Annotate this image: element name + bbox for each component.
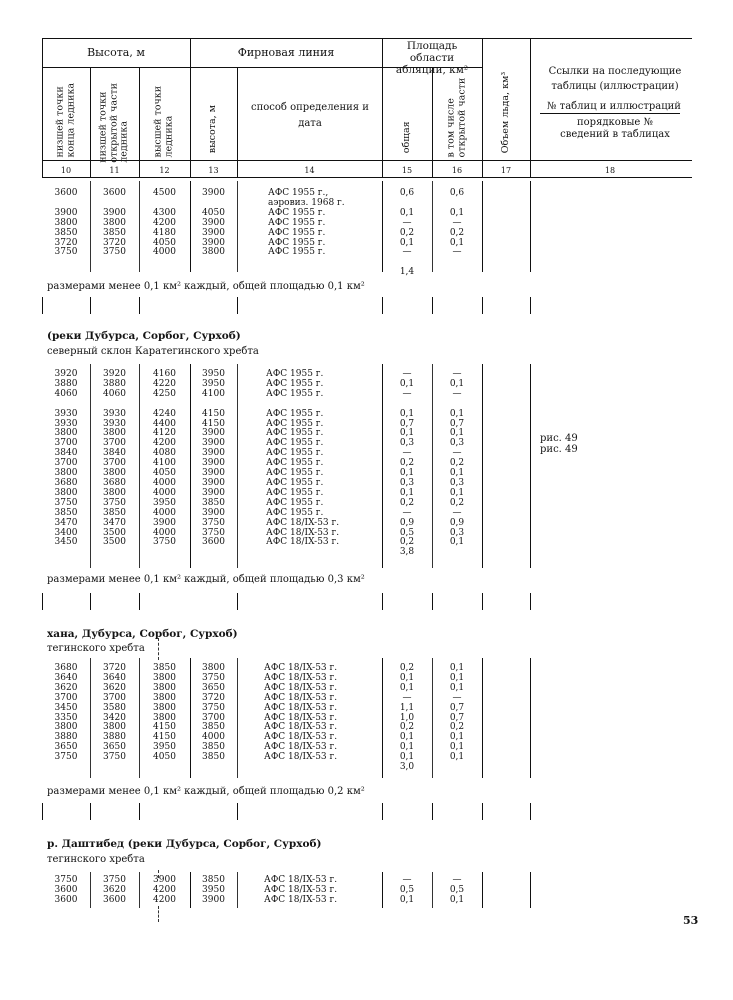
- col-divider: [90, 872, 91, 908]
- header-vline: [530, 38, 531, 177]
- page-number: 53: [683, 914, 699, 927]
- col-divider: [90, 181, 91, 272]
- spacer-stroke: [237, 803, 238, 820]
- col-divider: [237, 872, 238, 908]
- height-group-rule: [42, 67, 190, 68]
- spacer-stroke: [42, 297, 43, 314]
- col-divider: [432, 872, 433, 908]
- col-divider: [482, 181, 483, 272]
- spacer-stroke: [90, 297, 91, 314]
- col-divider: [382, 181, 383, 272]
- col-divider: [237, 364, 238, 568]
- cell-firn-height: 3900 4050 3900 3900 3900 3800: [202, 188, 225, 258]
- scan-artifact-line: [158, 870, 159, 878]
- section-4-title: р. Даштибед (реки Дубурса, Сорбог, Сурхоб): [47, 838, 322, 850]
- cell-low-end: 3920 3880 4060 3930 3930 3800 3700 3840 3700 3800 3680 3800 3750 3850 3470 3400 3450: [54, 369, 78, 548]
- col-divider: [190, 364, 191, 568]
- section-2-title: (реки Дубурса, Сорбог, Сурхоб): [47, 330, 241, 342]
- header-vline: [382, 38, 383, 177]
- cell-method: АФС 18/IX-53 г. АФС 18/IX-53 г. АФС 18/IX-53 г.: [264, 875, 338, 905]
- col17-header: Объем льда, км³: [499, 71, 511, 154]
- header-vline: [482, 38, 483, 177]
- col18-title: Ссылки на последующие таблицы (иллюстрации): [548, 66, 682, 92]
- spacer-stroke: [530, 593, 531, 610]
- col-divider: [530, 181, 531, 272]
- spacer-stroke: [139, 593, 140, 610]
- cell-method: АФС 1955 г. АФС 1955 г. АФС 1955 г. АФС 1955 г. АФС 1955 г. АФС 1955 г. АФС 1955 г. АФС 1955 г. АФС 1955 г. АФС 1955 г. АФС 1955 г. АФС 1955 г. АФС 1955 г. АФС 1955 г. АФС 18/IX-53 г. АФС 18/IX-53 г. АФС 18/IX-53 г.: [266, 369, 340, 548]
- col14-header: способ определения и дата: [251, 102, 369, 129]
- cell-method: АФС 1955 г., аэровиз. 1968 г. АФС 1955 г. АФС 1955 г. АФС 1955 г. АФС 1955 г. АФС 1955 г.: [268, 188, 345, 258]
- spacer-stroke: [237, 593, 238, 610]
- col10-header: низшей точки конца ледника: [54, 82, 76, 158]
- col15-header: общая: [400, 121, 412, 154]
- col-divider: [530, 364, 531, 568]
- cell-area-total: — 0,1 — 0,1 0,7 0,1 0,3 — 0,2 0,1 0,3 0,1 0,2 — 0,9 0,5 0,2 3,8: [399, 369, 415, 558]
- spacer-stroke: [382, 593, 383, 610]
- group-height-header: Высота, м: [87, 46, 145, 59]
- refs-sub-rule: [540, 113, 680, 114]
- section-2-subtitle: северный склон Каратегинского хребта: [47, 346, 259, 357]
- col-divider: [139, 658, 140, 778]
- spacer-stroke: [139, 803, 140, 820]
- col-divider: [139, 364, 140, 568]
- cell-area-open: 0,1 0,1 0,1 — 0,7 0,7 0,2 0,1 0,1 0,1: [449, 663, 465, 763]
- col-number: 16: [451, 166, 463, 175]
- header-vline: [139, 67, 140, 177]
- spacer-stroke: [382, 297, 383, 314]
- col-divider: [90, 658, 91, 778]
- col-number: 15: [401, 166, 413, 175]
- cell-low-open: 3920 3880 4060 3930 3930 3800 3700 3840 3700 3800 3680 3800 3750 3850 3470 3500 3500: [103, 369, 126, 548]
- group-firn-header: Фирновая линия: [237, 46, 335, 59]
- col-divider: [382, 658, 383, 778]
- col-divider: [482, 872, 483, 908]
- cell-low-open: 3720 3640 3620 3700 3580 3420 3800 3880 3650 3750: [103, 663, 126, 763]
- col12-header: высшей точки ледника: [152, 85, 174, 158]
- cell-firn-height: 3800 3750 3650 3720 3750 3700 3850 4000 3850 3850: [202, 663, 225, 763]
- group-area-header: Площадь области абляции, км²: [395, 40, 469, 76]
- cell-low-open: 3600 3900 3800 3850 3720 3750: [103, 188, 126, 258]
- cell-method: АФС 18/IX-53 г. АФС 18/IX-53 г. АФС 18/IX-53 г. АФС 18/IX-53 г. АФС 18/IX-53 г. АФС 18/IX-53 г. АФС 18/IX-53 г. АФС 18/IX-53 г. АФС 18/IX-53 г. АФС 18/IX-53 г.: [264, 663, 338, 763]
- cell-area-total: 0,2 0,1 0,1 — 1,1 1,0 0,2 0,1 0,1 0,1 3,0: [399, 663, 415, 773]
- header-vline: [432, 67, 433, 177]
- header-top-rule: [42, 38, 692, 39]
- spacer-stroke: [42, 593, 43, 610]
- spacer-stroke: [432, 803, 433, 820]
- section-4-subtitle: тегинского хребта: [47, 854, 145, 865]
- section-3-subtitle: тегинского хребта: [47, 643, 145, 654]
- col-divider: [190, 872, 191, 908]
- block-1-note: размерами менее 0,1 км² каждый, общей площадью 0,1 км²: [47, 281, 365, 292]
- section-3-title: хана, Дубурса, Сорбог, Сурхоб): [47, 628, 238, 640]
- cell-low-end: 3680 3640 3620 3700 3450 3350 3800 3880 3650 3750: [54, 663, 78, 763]
- col-divider: [482, 658, 483, 778]
- col-divider: [237, 658, 238, 778]
- firn-group-rule: [190, 67, 382, 68]
- spacer-stroke: [530, 297, 531, 314]
- cell-firn-height: 3950 3950 4100 4150 4150 3900 3900 3900 3900 3900 3900 3900 3850 3900 3750 3750 3600: [202, 369, 225, 548]
- col16-header: в том числе открытой части: [445, 77, 467, 158]
- col-number: 13: [208, 166, 219, 175]
- col13-header: высота, м: [206, 104, 218, 154]
- spacer-stroke: [482, 297, 483, 314]
- spacer-stroke: [382, 803, 383, 820]
- col-divider: [382, 364, 383, 568]
- col-divider: [139, 872, 140, 908]
- cell-low-end: 3600 3900 3800 3850 3720 3750: [54, 188, 78, 258]
- cell-high: 3850 3800 3800 3800 3800 3800 4150 4150 3950 4050: [153, 663, 176, 763]
- cell-area-total: — 0,5 0,1: [399, 875, 415, 905]
- col-number: 12: [159, 166, 170, 175]
- col-divider: [190, 181, 191, 272]
- column-numbers-rule: [42, 177, 692, 178]
- header-vline: [237, 67, 238, 177]
- cell-refs: рис. 49 рис. 49: [540, 433, 578, 455]
- spacer-stroke: [482, 593, 483, 610]
- spacer-stroke: [530, 803, 531, 820]
- cell-firn-height: 3850 3950 3900: [202, 875, 225, 905]
- col-divider: [382, 872, 383, 908]
- spacer-stroke: [482, 803, 483, 820]
- cell-area-open: — 0,5 0,1: [449, 875, 465, 905]
- col-number: 17: [500, 166, 512, 175]
- col-divider: [90, 364, 91, 568]
- col-divider: [432, 658, 433, 778]
- spacer-stroke: [90, 593, 91, 610]
- col18-sub1: № таблиц и иллюстраций: [547, 101, 681, 112]
- header-vline: [90, 67, 91, 177]
- col-divider: [482, 364, 483, 568]
- col-divider: [432, 364, 433, 568]
- col18-sub2: порядковые № сведений в таблицах: [560, 117, 670, 140]
- scan-artifact-line: [158, 638, 159, 660]
- cell-low-open: 3750 3620 3600: [103, 875, 126, 905]
- col-number: 11: [109, 166, 120, 175]
- cell-high: 4160 4220 4250 4240 4400 4120 4200 4080 4100 4050 4000 4000 3950 4000 3900 4000 3750: [153, 369, 176, 548]
- block-3-note: размерами менее 0,1 км² каждый, общей площадью 0,2 км²: [47, 786, 365, 797]
- col-divider: [237, 181, 238, 272]
- col11-header: низшей точки открытой части ледника: [97, 83, 130, 163]
- col-divider: [139, 181, 140, 272]
- cell-area-total: 0,6 0,1 — 0,2 0,1 — 1,4: [399, 188, 415, 278]
- col-divider: [530, 872, 531, 908]
- col-divider: [190, 658, 191, 778]
- col-divider: [530, 658, 531, 778]
- spacer-stroke: [237, 297, 238, 314]
- spacer-stroke: [42, 803, 43, 820]
- col-divider: [432, 181, 433, 272]
- block-2-note: размерами менее 0,1 км² каждый, общей площадью 0,3 км²: [47, 574, 365, 585]
- cell-area-open: 0,6 0,1 — 0,2 0,1 —: [449, 188, 465, 258]
- col-number: 14: [304, 166, 315, 175]
- spacer-stroke: [432, 297, 433, 314]
- cell-high: 3900 4200 4200: [153, 875, 176, 905]
- cell-low-end: 3750 3600 3600: [54, 875, 78, 905]
- cell-high: 4500 4300 4200 4180 4050 4000: [153, 188, 176, 258]
- col-number: 10: [60, 166, 72, 175]
- scan-artifact-line: [158, 906, 159, 922]
- spacer-stroke: [90, 803, 91, 820]
- cell-area-open: — 0,1 — 0,1 0,7 0,1 0,3 — 0,2 0,1 0,3 0,1 0,2 — 0,9 0,3 0,1: [449, 369, 465, 548]
- spacer-stroke: [139, 297, 140, 314]
- col-number: 18: [604, 166, 616, 175]
- spacer-stroke: [432, 593, 433, 610]
